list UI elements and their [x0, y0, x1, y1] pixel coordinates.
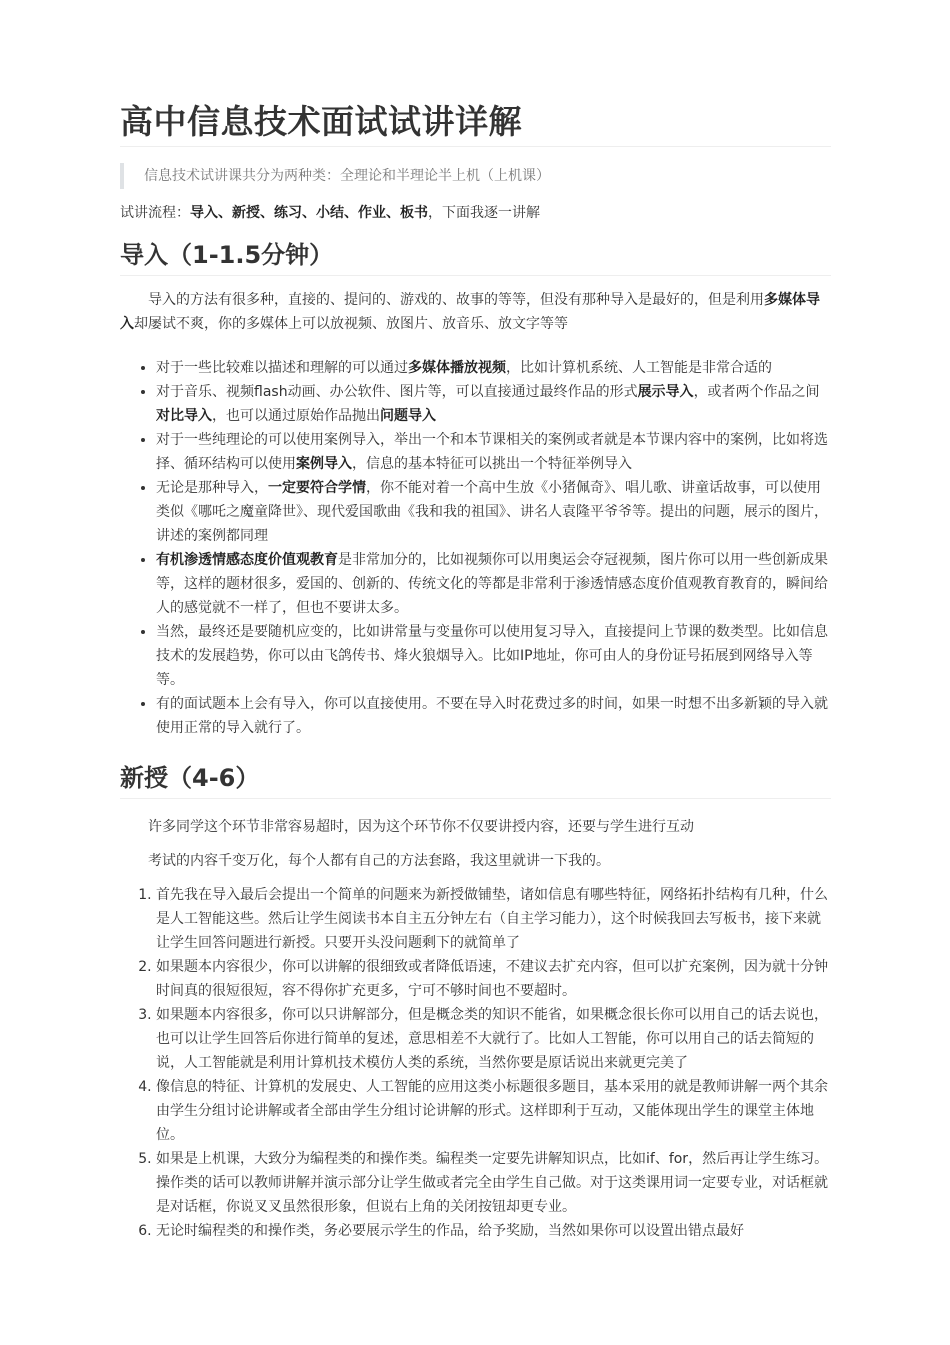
bullet-text: 对于音乐、视频flash动画、办公软件、图片等，可以直接通过最终作品的形式	[156, 384, 638, 400]
bullet-bold: 有机渗透情感态度价值观教育	[156, 552, 338, 568]
bullet-bold: 问题导入	[380, 408, 436, 424]
intro-para-bold: 多媒体导入	[120, 292, 820, 332]
bullet-bold: 展示导入	[637, 384, 694, 400]
newteach-item-3: 3. 如果题本内容很多，你可以只讲解部分，但是概念类的知识不能省，如果概念很长你可以用自己的话去说也，也可以让学生回答后你进行简单的复述，意思相差不大就行了。比如人工智能，你可以用自己的话去简短的说，人工智能就是利用计算机技术模仿人类的系统，当然你要是原话说出来就更完美了	[156, 1003, 831, 1075]
newteach-paragraph-1: 许多同学这个环节非常容易超时，因为这个环节你不仅要讲授内容，还要与学生进行互动	[148, 819, 694, 835]
intro-paragraph	[120, 288, 831, 336]
intro-bullet-5	[156, 548, 831, 620]
flow-steps: 导入、新授、练习、小结、作业、板书	[190, 205, 428, 221]
flow-prefix: 试讲流程：	[120, 205, 190, 221]
bullet-bold: 多媒体播放视频	[408, 360, 506, 376]
intro-bullet-list	[120, 356, 831, 740]
page-title: 高中信息技术面试试讲详解	[120, 98, 831, 147]
bullet-text: 无论是那种导入，	[156, 480, 268, 496]
bullet-text: 对于一些纯理论的可以使用案例导入，举出一个和本节课相关的案例或者就是本节课内容中的案例，比如将选择、循环结构可以使用	[156, 432, 828, 472]
document-content	[120, 98, 831, 1243]
bullet-text: ，也可以通过原始作品抛出	[212, 408, 380, 424]
intro-para-c: 却屡试不爽，你的多媒体上可以放视频、放图片、放音乐、放文字等等	[134, 316, 568, 332]
intro-bullet-4	[156, 476, 831, 548]
bullet-bold: 一定要符合学情	[268, 480, 366, 496]
bullet-text: ，信息的基本特征可以挑出一个特征举例导入	[352, 456, 632, 472]
newteach-item-1: 1. 首先我在导入最后会提出一个简单的问题来为新授做铺垫，诸如信息有哪些特征，网络拓扑结构有几种，什么是人工智能这些。然后让学生阅读书本自主五分钟左右（自主学习能力），这个时候我回去写板书，接下来就让学生回答问题进行新授。只要开头没问题剩下的就简单了	[156, 883, 831, 955]
bullet-text: 是非常加分的，比如视频你可以用奥运会夺冠视频，图片你可以用一些创新成果等，这样的题材很多，爱国的、创新的、传统文化的等都是非常利于渗透情感态度价值观教育教育的，瞬间给人的感觉就不一样了，但也不要讲太多。	[156, 552, 828, 616]
newteach-item-2: 2. 如果题本内容很少，你可以讲解的很细致或者降低语速，不建议去扩充内容，但可以扩充案例，因为就十分钟时间真的很短很短，容不得你扩充更多，宁可不够时间也不要超时。	[156, 955, 831, 1003]
intro-para-a: 导入的方法有很多种，直接的、提问的、游戏的、故事的等等，但没有那种导入是最好的，但是利用	[148, 292, 764, 308]
intro-bullet-6	[156, 620, 831, 692]
quote-text: 信息技术试讲课共分为两种类：全理论和半理论半上机（上机课）	[144, 168, 550, 184]
bullet-bold: 案例导入	[296, 456, 352, 472]
bullet-text: ，比如计算机系统、人工智能是非常合适的	[506, 360, 772, 376]
section-heading-intro: 导入（1-1.5分钟）	[120, 235, 831, 276]
bullet-text: ，或者两个作品之间	[693, 384, 820, 400]
flow-line	[120, 201, 831, 225]
intro-blockquote	[120, 163, 831, 189]
newteach-item-6: 6. 无论时编程类的和操作类，务必要展示学生的作品，给予奖励，当然如果你可以设置出错点最好	[156, 1219, 831, 1243]
bullet-bold: 对比导入	[156, 408, 212, 424]
bullet-text: 有的面试题本上会有导入，你可以直接使用。不要在导入时花费过多的时间，如果一时想不出多新颖的导入就使用正常的导入就行了。	[156, 696, 828, 736]
intro-bullet-1	[156, 356, 831, 380]
bullet-text: 对于一些比较难以描述和理解的可以通过	[156, 360, 408, 376]
bullet-text: ，你不能对着一个高中生放《小猪佩奇》、唱儿歌、讲童话故事，可以使用类似《哪吒之魔童降世》、现代爱国歌曲《我和我的祖国》、讲名人袁隆平爷爷等。提出的问题，展示的图片，讲述的案例都同理	[156, 480, 828, 544]
newteach-item-5: 5. 如果是上机课，大致分为编程类的和操作类。编程类一定要先讲解知识点，比如if、for，然后再让学生练习。操作类的话可以教师讲解并演示部分让学生做或者完全由学生自己做。对于这类课用词一定要专业，对话框就是对话框，你说叉叉虽然很形象，但说右上角的关闭按钮却更专业。	[156, 1147, 831, 1219]
bullet-text: 当然，最终还是要随机应变的，比如讲常量与变量你可以使用复习导入，直接提问上节课的数类型。比如信息技术的发展趋势，你可以由飞鸽传书、烽火狼烟导入。比如IP地址，你可由人的身份证号拓展到网络导入等等。	[156, 624, 828, 688]
flow-suffix: ，下面我逐一讲解	[428, 205, 540, 221]
newteach-item-4: 4. 像信息的特征、计算机的发展史、人工智能的应用这类小标题很多题目，基本采用的就是教师讲解一两个其余由学生分组讨论讲解或者全部由学生分组讨论讲解的形式。这样即利于互动，又能体现出学生的课堂主体地位。	[156, 1075, 831, 1147]
newteach-paragraph-2: 考试的内容千变万化，每个人都有自己的方法套路，我这里就讲一下我的。	[148, 853, 610, 869]
intro-bullet-7	[156, 692, 831, 740]
section-heading-newteach: 新授（4-6）	[120, 758, 831, 799]
newteach-numbered-list	[120, 883, 831, 1243]
intro-bullet-3	[156, 428, 831, 476]
intro-bullet-2	[156, 380, 831, 428]
